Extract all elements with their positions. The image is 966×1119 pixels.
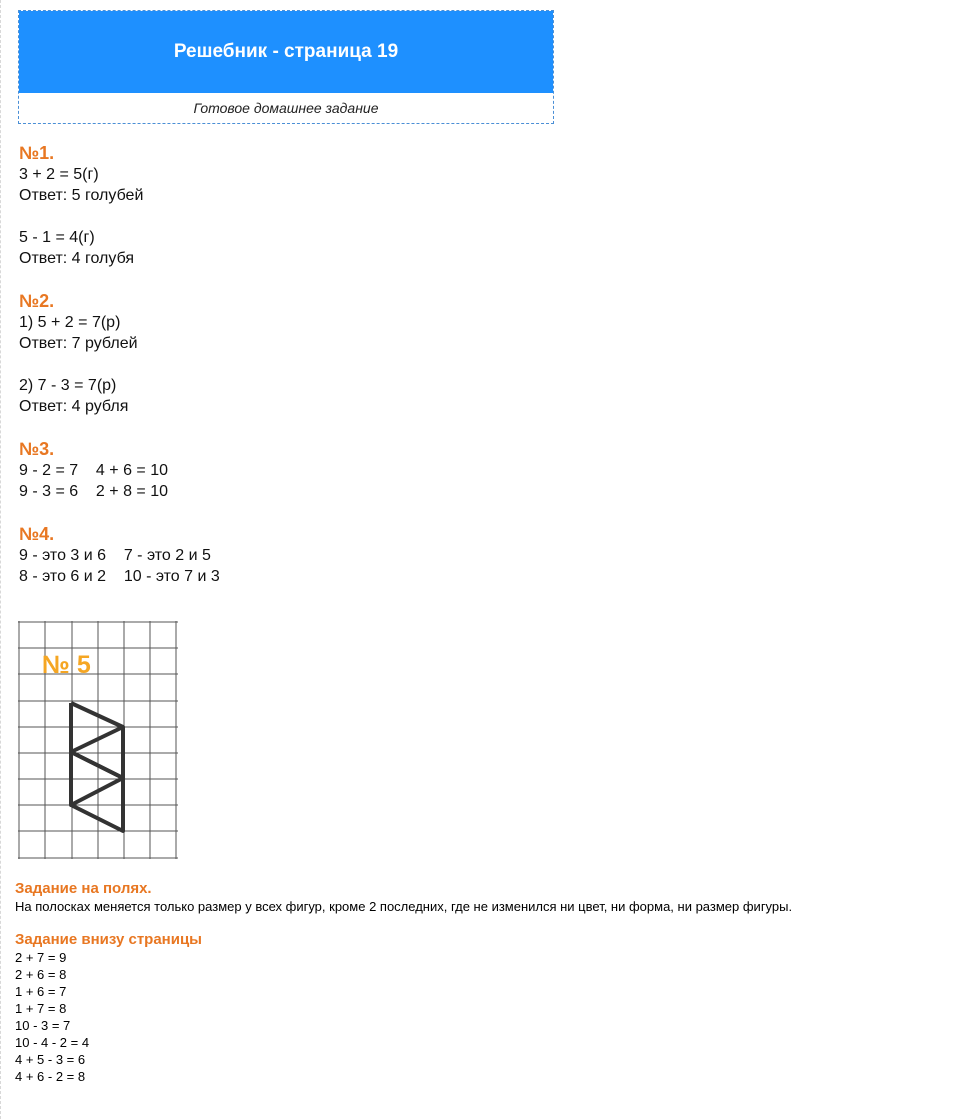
bottom-task-title: Задание внизу страницы: [15, 931, 202, 948]
extra-tasks: [15, 880, 955, 1085]
header-bar: [19, 11, 553, 93]
bottom-task-line: 1 + 6 = 7: [15, 984, 67, 999]
task-2: [19, 291, 579, 417]
margins-task-title: Задание на полях.: [15, 880, 152, 897]
bottom-task-line: 4 + 6 - 2 = 8: [15, 1069, 86, 1084]
task-line: 1) 5 + 2 = 7(р): [19, 314, 121, 331]
page-title: Решебник - страница 19: [173, 41, 399, 62]
task-3: [19, 439, 579, 502]
left-dashed-border: [0, 0, 1, 1119]
task-line: 8 - это 6 и 2 10 - это 7 и 3: [19, 568, 220, 585]
task-4: [19, 524, 579, 587]
task-answer: Ответ: 4 голубя: [19, 250, 135, 267]
task-answer: Ответ: 4 рубля: [19, 398, 129, 415]
task-line: 9 - 2 = 7 4 + 6 = 10: [19, 462, 168, 479]
solutions-content: [19, 143, 579, 609]
margins-task-text: На полосках меняется только размер у всех фигур, кроме 2 последних, где не изменился ни цвет, ни форма, ни размер фигуры.: [15, 899, 793, 914]
task-answer: Ответ: 5 голубей: [19, 187, 144, 204]
task-line: 9 - 3 = 6 2 + 8 = 10: [19, 483, 168, 500]
task-title: №3.: [19, 439, 55, 459]
task-line: 3 + 2 = 5(г): [19, 166, 99, 183]
bottom-task-line: 1 + 7 = 8: [15, 1001, 67, 1016]
header-subtitle-row: [19, 93, 553, 123]
task-1: [19, 143, 579, 269]
task-title: №4.: [19, 524, 55, 544]
triangles-figure: [71, 703, 123, 831]
task-5-figure: [18, 621, 178, 859]
bottom-task-line: 10 - 3 = 7: [15, 1018, 71, 1033]
bottom-task-line: 2 + 7 = 9: [15, 950, 67, 965]
task-line: 2) 7 - 3 = 7(р): [19, 377, 117, 394]
task-title: №2.: [19, 291, 55, 311]
grid-drawing: [18, 621, 178, 859]
task-line: 5 - 1 = 4(г): [19, 229, 95, 246]
page-subtitle: Готовое домашнее задание: [193, 100, 379, 116]
bottom-task-line: 10 - 4 - 2 = 4: [15, 1035, 90, 1050]
page-header: [18, 10, 554, 124]
bottom-task-line: 2 + 6 = 8: [15, 967, 67, 982]
task-5-label: № 5: [42, 651, 91, 679]
task-answer: Ответ: 7 рублей: [19, 335, 138, 352]
task-title: №1.: [19, 143, 55, 163]
task-line: 9 - это 3 и 6 7 - это 2 и 5: [19, 547, 211, 564]
bottom-task-line: 4 + 5 - 3 = 6: [15, 1052, 86, 1067]
